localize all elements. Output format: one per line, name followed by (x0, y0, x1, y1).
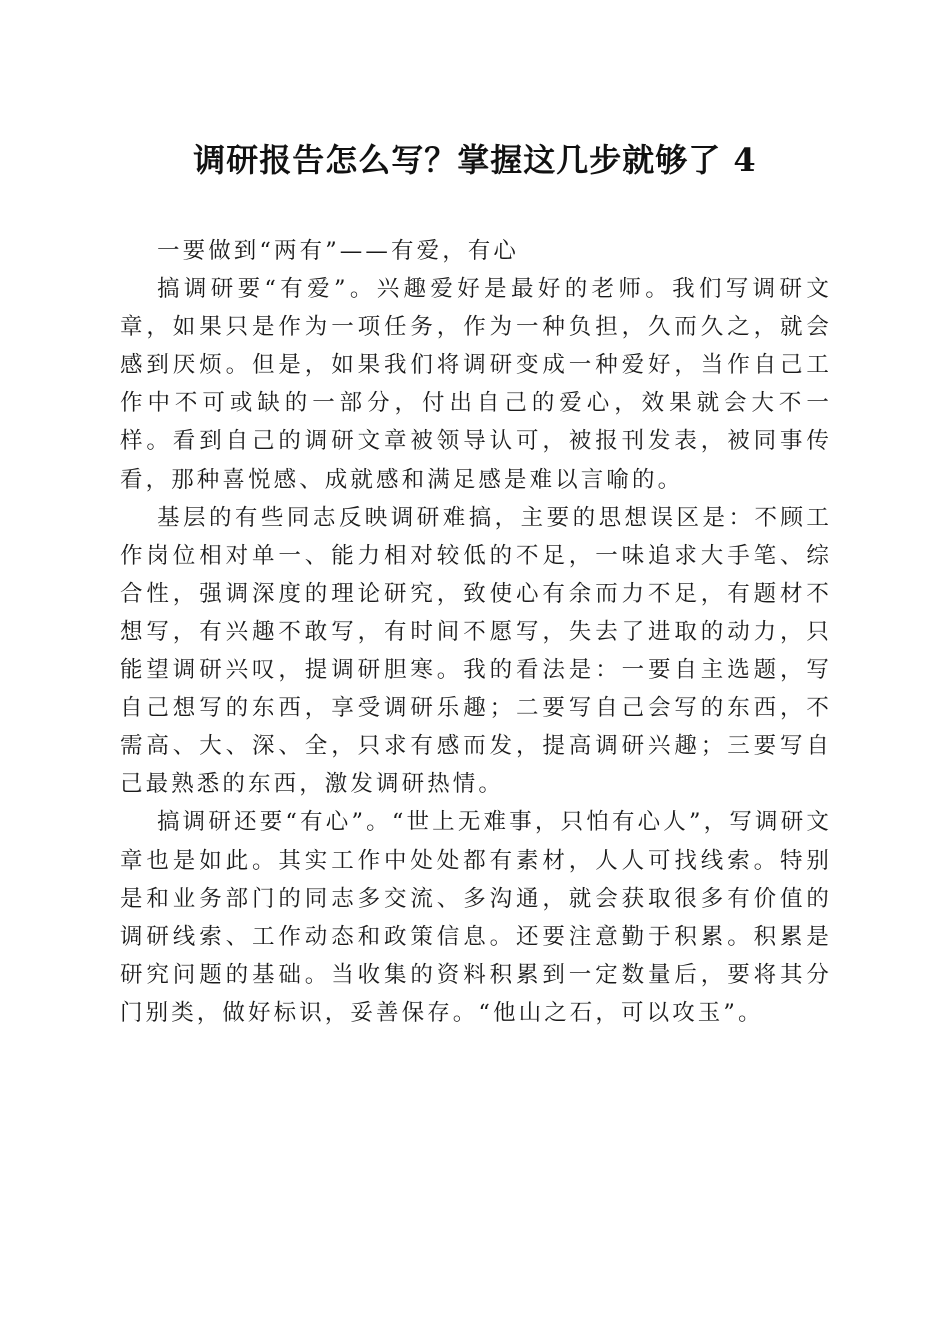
paragraph-1: 搞调研要“有爱”。兴趣爱好是最好的老师。我们写调研文章，如果只是作为一项任务，作为一种负担，久而久之，就会感到厌烦。但是，如果我们将调研变成一种爱好，当作自己工作中不可或缺的一部分，付出自己的爱心，效果就会大不一样。看到自己的调研文章被领导认可，被报刊发表，被同事传看，那种喜悦感、成就感和满足感是难以言喻的。 (120, 276, 832, 493)
section-heading: 一要做到“两有”——有爱，有心 (157, 238, 520, 264)
document-title: 调研报告怎么写？掌握这几步就够了 4 (193, 141, 757, 179)
document-body (120, 232, 832, 1032)
paragraph-3: 搞调研还要“有心”。“世上无难事，只怕有心人”，写调研文章也是如此。其实工作中处处都有素材，人人可找线索。特别是和业务部门的同志多交流、多沟通，就会获取很多有价值的调研线索、工作动态和政策信息。还要注意勤于积累。积累是研究问题的基础。当收集的资料积累到一定数量后，要将其分门别类，做好标识，妥善保存。“他山之石，可以攻玉”。 (120, 809, 832, 1026)
paragraph-2: 基层的有些同志反映调研难搞，主要的思想误区是：不顾工作岗位相对单一、能力相对较低的不足，一味追求大手笔、综合性，强调深度的理论研究，致使心有余而力不足，有题材不想写，有兴趣不敢写，有时间不愿写，失去了进取的动力，只能望调研兴叹，提调研胆寒。我的看法是：一要自主选题，写自己想写的东西，享受调研乐趣；二要写自己会写的东西，不需高、大、深、全，只求有感而发，提高调研兴趣；三要写自己最熟悉的东西，激发调研热情。 (120, 504, 832, 798)
